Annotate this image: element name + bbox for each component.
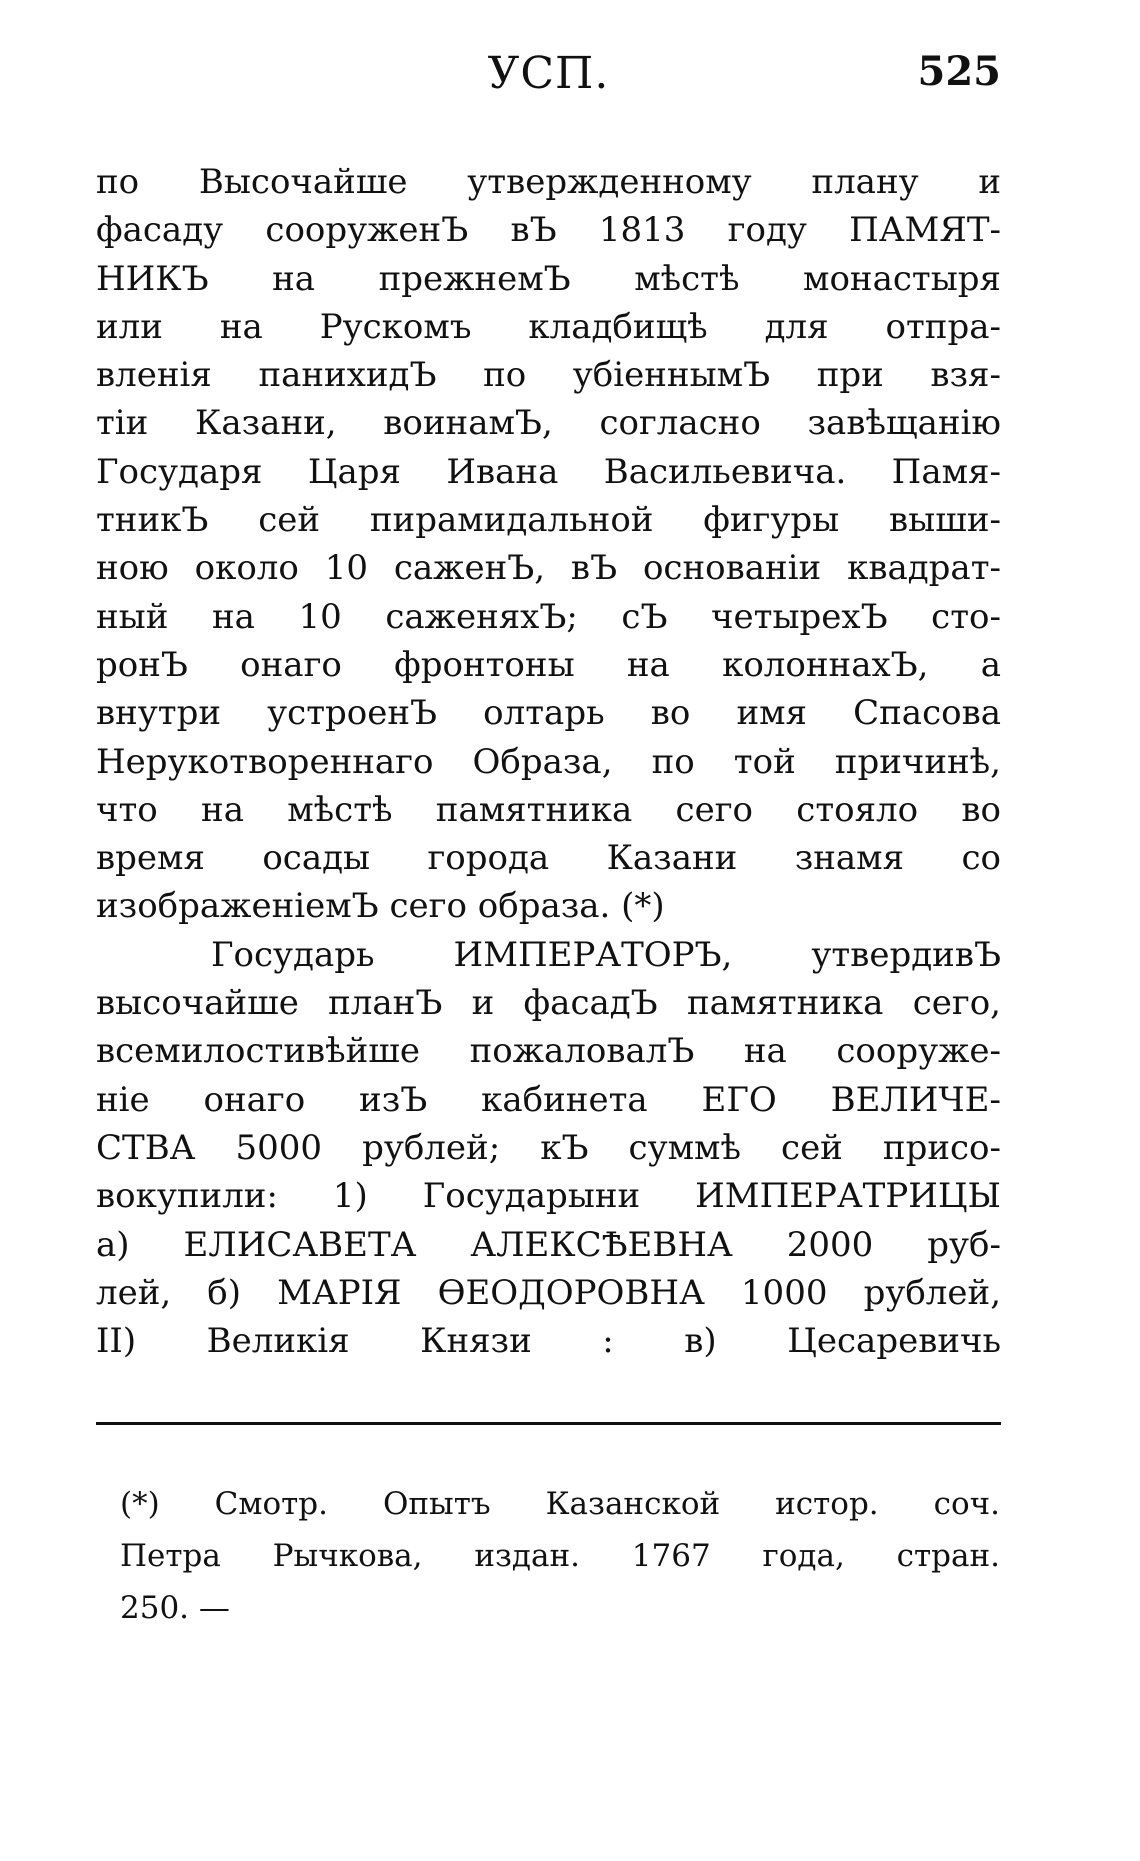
- paragraph-first-line: Государь ИМПЕРАТОРЪ, утвердивЪ: [211, 934, 1001, 975]
- text-line: время осады города Казани знамя со: [96, 838, 1001, 879]
- main-text-block: [96, 158, 1001, 1365]
- text-line: ною около 10 саженЪ, вЪ основаніи квадрат-: [96, 548, 1001, 589]
- text-line: тіи Казани, воинамЪ, согласно завѣщанію: [96, 403, 1001, 444]
- text-line: а) ЕЛИСАВЕТА АЛЕКСѢЕВНА 2000 руб-: [96, 1224, 1001, 1265]
- running-head: [96, 48, 1001, 108]
- text-line: СТВА 5000 рублей; кЪ суммѣ сей присо-: [96, 1127, 1001, 1168]
- text-line: изображеніемЪ сего образа. (*): [96, 886, 665, 927]
- footnote-block: [120, 1478, 1000, 1634]
- text-line: тникЪ сей пирамидальной фигуры выши-: [96, 500, 1001, 541]
- text-line: вокупили: 1) Государыни ИМПЕРАТРИЦЫ: [96, 1176, 1001, 1217]
- text-line: всемилостивѣйше пожаловалЪ на сооруже-: [96, 1031, 1001, 1072]
- footnote-line: (*) Смотр. Опытъ Казанской истор. соч.: [120, 1486, 1000, 1522]
- text-line: по Высочайше утвержденному плану и: [96, 162, 1001, 202]
- text-line: ніе онаго изЪ кабинета ЕГО ВЕЛИЧЕ-: [96, 1079, 1001, 1120]
- footnote-line: Петра Рычкова, издан. 1767 года, стран.: [120, 1538, 1000, 1574]
- running-title: УСП.: [487, 48, 610, 99]
- text-line: фасаду сооруженЪ вЪ 1813 году ПАМЯТ-: [96, 210, 1001, 251]
- text-line: НИКЪ на прежнемЪ мѣстѣ монастыря: [96, 258, 1001, 299]
- text-line: внутри устроенЪ олтарь во имя Спасова: [96, 693, 1001, 734]
- text-line: лей, б) МАРІЯ ѲЕОДОРОВНА 1000 рублей,: [96, 1272, 1001, 1313]
- page-number: 525: [917, 48, 1001, 95]
- text-line: вленія панихидЪ по убіеннымЪ при взя-: [96, 355, 1001, 396]
- text-line: что на мѣстѣ памятника сего стояло во: [96, 789, 1001, 830]
- text-line: или на Рускомъ кладбищѣ для отпра-: [96, 306, 1001, 347]
- text-line: ный на 10 саженяхЪ; сЪ четырехЪ сто-: [96, 596, 1001, 637]
- text-line: высочайше планЪ и фасадЪ памятника сего,: [96, 983, 1001, 1024]
- text-line: Государя Царя Ивана Васильевича. Памя-: [96, 451, 1001, 492]
- footnote-line: 250. —: [120, 1590, 230, 1626]
- text-line: II) Великія Князи : в) Цесаревичь: [96, 1321, 1001, 1362]
- text-line: ронЪ онаго фронтоны на колоннахЪ, а: [96, 644, 1001, 685]
- text-line: Нерукотвореннаго Образа, по той причинѣ,: [96, 741, 1001, 782]
- footnote-divider: [96, 1422, 1001, 1425]
